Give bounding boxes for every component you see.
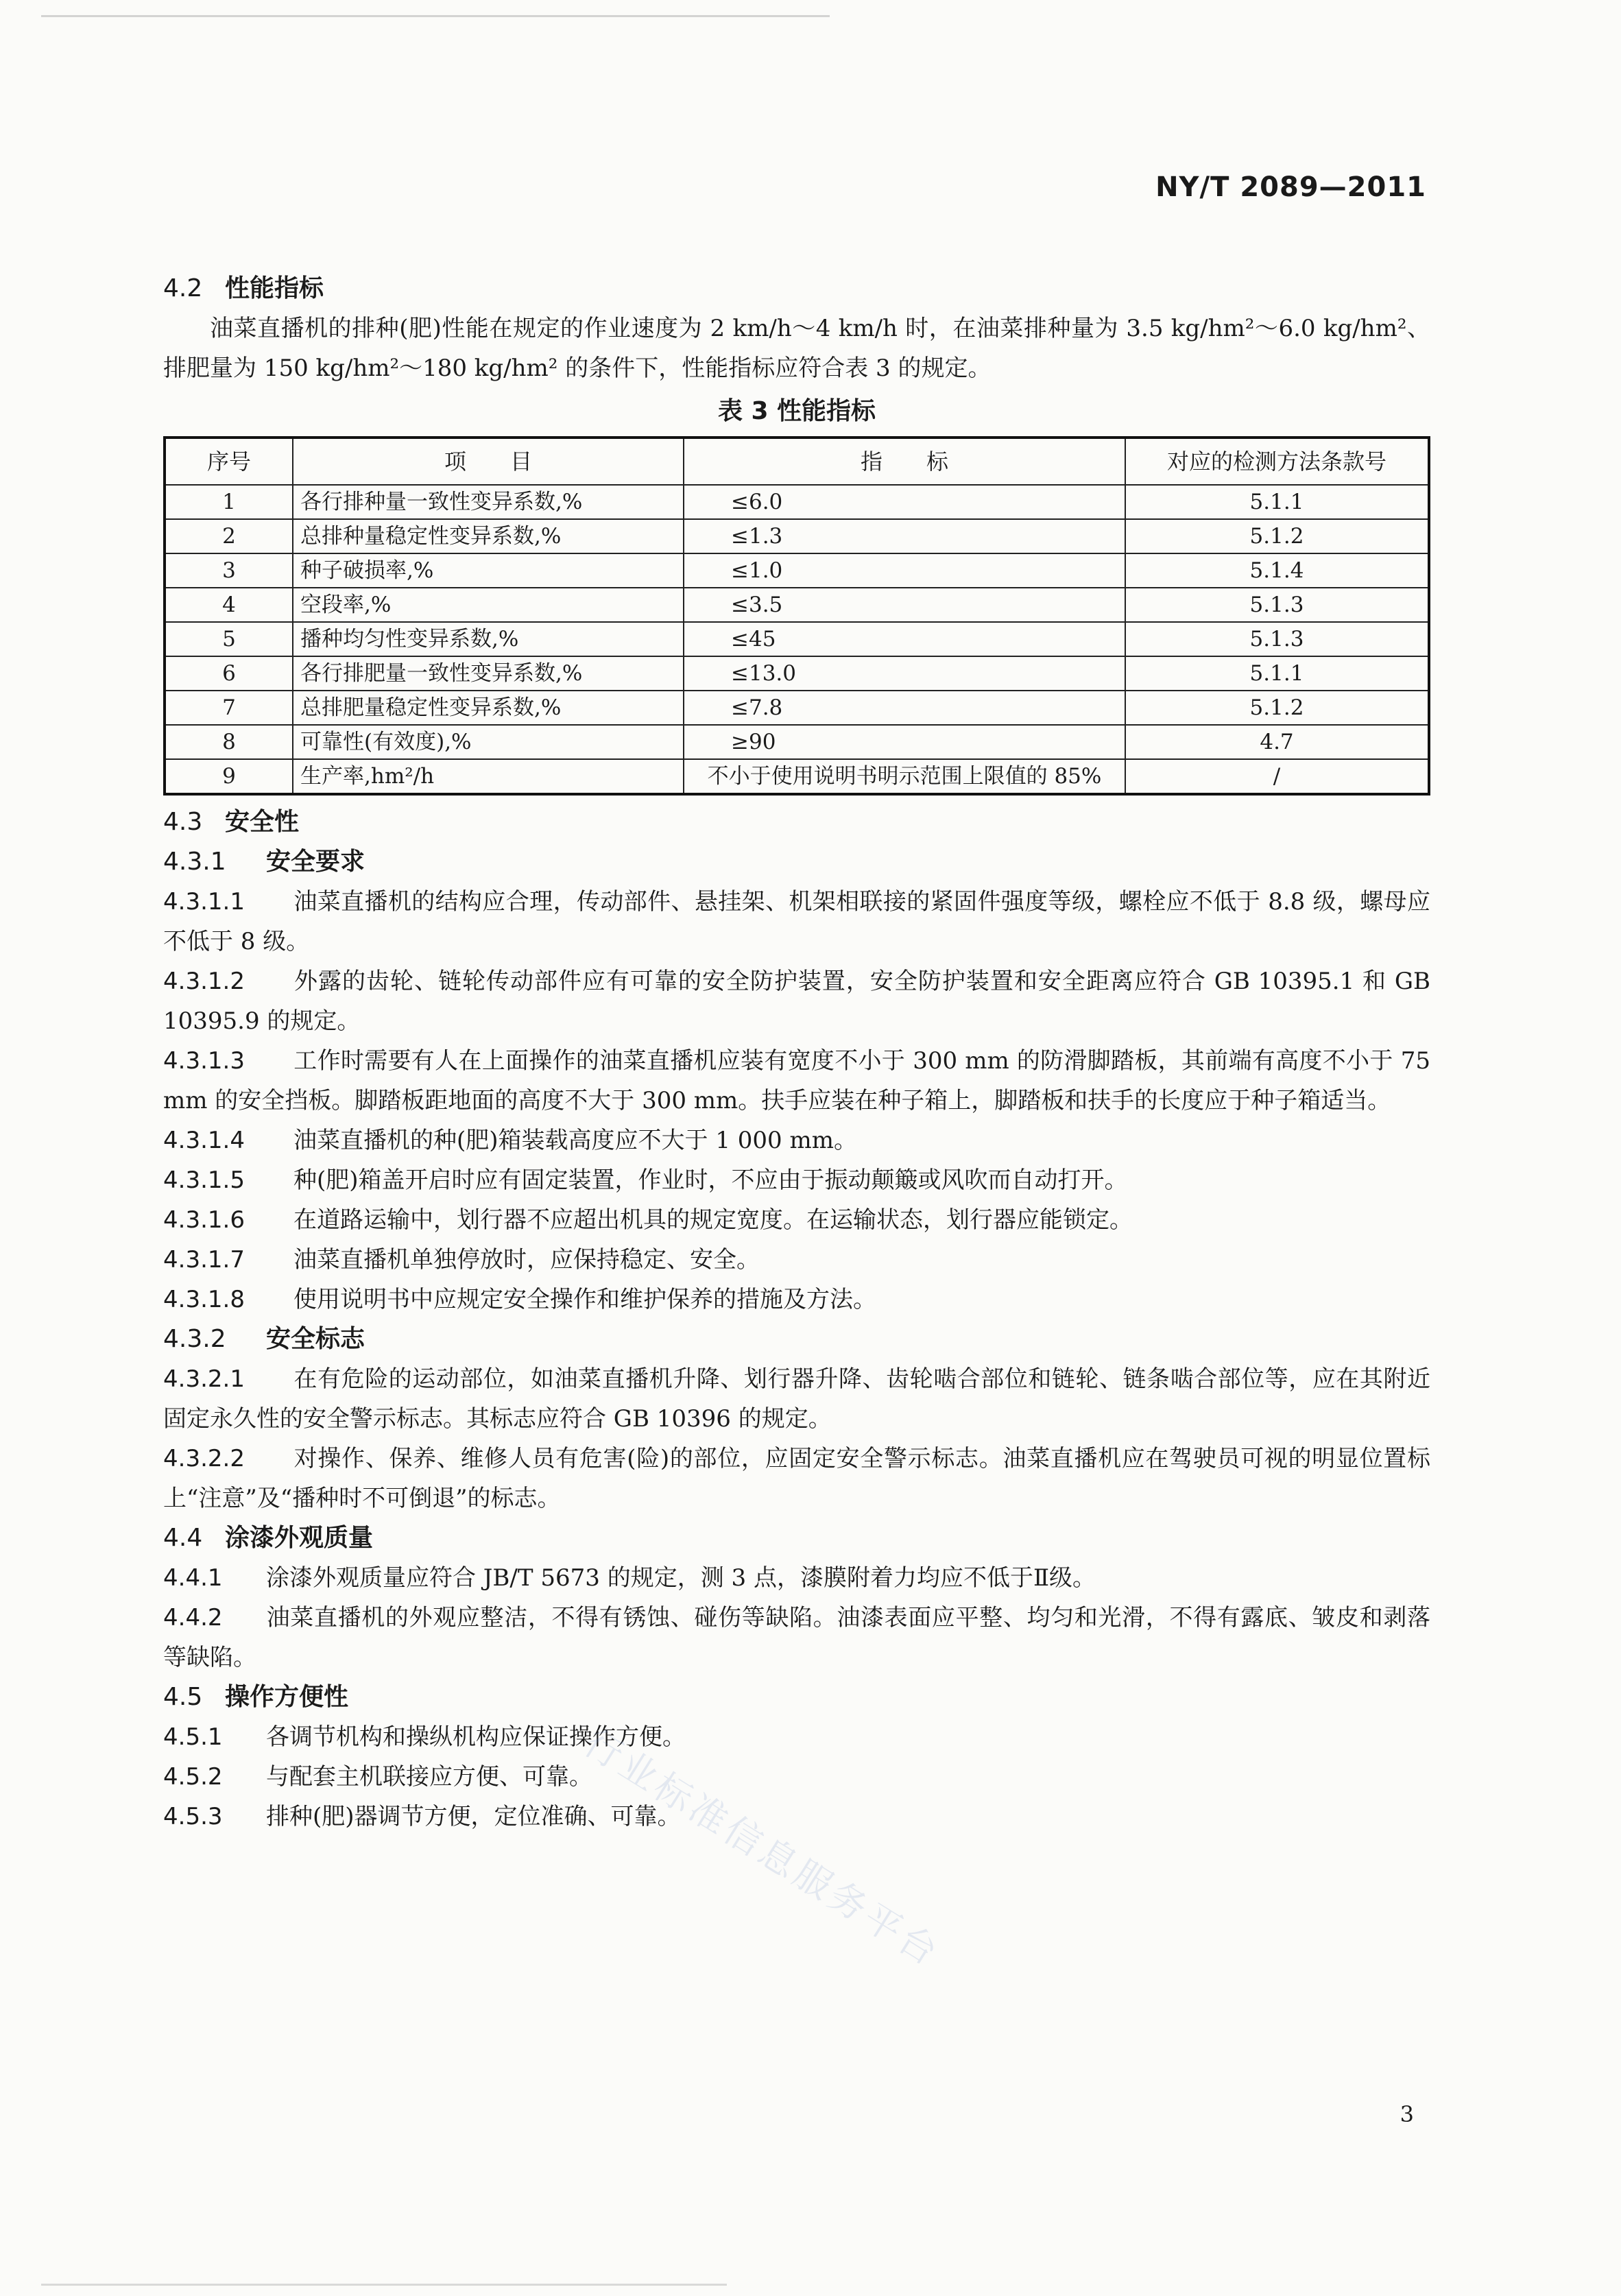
clause-text: 油菜直播机的种(肥)箱装载高度应不大于 1 000 mm。 [293, 1127, 857, 1154]
clause-4-5-3 [163, 1797, 1430, 1837]
row-indicator: ≤3.5 [731, 593, 783, 617]
clause-text: 使用说明书中应规定安全操作和维护保养的措施及方法。 [293, 1286, 876, 1313]
clause-text: 在有危险的运动部位，如油菜直播机升降、划行器升降、齿轮啮合部位和链轮、链条啮合部位等，应在其附近固定永久性的安全警示标志。其标志应符合 GB 10396 的规定。 [163, 1365, 1430, 1433]
clause-text: 涂漆外观质量应符合 JB/T 5673 的规定，测 3 点，漆膜附着力均应不低于Ⅱ级。 [266, 1564, 1096, 1592]
row-indicator: ≤1.3 [731, 524, 783, 549]
clause-number: 4.3.2.1 [163, 1365, 245, 1393]
row-item: 各行排肥量一致性变异系数,% [293, 656, 684, 691]
clause-text: 对操作、保养、维修人员有危害(险)的部位，应固定安全警示标志。油菜直播机应在驾驶员可视的明显位置标上“注意”及“播种时不可倒退”的标志。 [163, 1445, 1430, 1512]
clause-number: 4.3.1.1 [163, 888, 245, 916]
row-indicator: ≤7.8 [731, 695, 783, 720]
row-clause: 5.1.1 [1125, 656, 1429, 691]
section-number: 4.5 [163, 1683, 203, 1711]
row-index: 6 [165, 656, 293, 691]
clause-number: 4.3.1.2 [163, 968, 245, 995]
clause-4-3-2-1 [163, 1359, 1430, 1439]
table-row [165, 553, 1429, 588]
clause-number: 4.4.2 [163, 1604, 223, 1631]
table-row [165, 485, 1429, 519]
clause-text: 工作时需要有人在上面操作的油菜直播机应装有宽度不小于 300 mm 的防滑脚踏板，其前端有高度不小于 75 mm 的安全挡板。脚踏板距地面的高度不大于 300 mm。扶手应装在种子箱上，脚踏板和扶手的长度应于种子箱适当。 [163, 1047, 1430, 1114]
clause-number: 4.3.2.2 [163, 1445, 245, 1472]
row-item: 播种均匀性变异系数,% [293, 622, 684, 656]
row-item: 种子破损率,% [293, 553, 684, 588]
row-clause: 5.1.1 [1125, 485, 1429, 519]
table-row [165, 691, 1429, 725]
section-title: 性能指标 [225, 274, 324, 302]
table-row [165, 622, 1429, 656]
clause-4-3-1-4 [163, 1121, 1430, 1160]
section-title: 安全性 [225, 808, 300, 836]
row-indicator: 不小于使用说明书明示范围上限值的 85% [684, 759, 1125, 794]
table-3-title: 表 3 性能指标 [717, 397, 876, 425]
section-number: 4.4 [163, 1524, 203, 1552]
row-index: 2 [165, 519, 293, 553]
scan-artifact-top [41, 15, 830, 17]
clause-number: 4.5.3 [163, 1803, 223, 1830]
section-4-3-1-heading [163, 842, 1430, 882]
clause-text: 油菜直播机的外观应整洁，不得有锈蚀、碰伤等缺陷。油漆表面应平整、均匀和光滑，不得有露底、皱皮和剥落等缺陷。 [163, 1604, 1430, 1671]
row-index: 8 [165, 725, 293, 759]
table-row [165, 656, 1429, 691]
section-number: 4.3.1 [163, 848, 226, 876]
clause-text: 种(肥)箱盖开启时应有固定装置，作业时，不应由于振动颠簸或风吹而自动打开。 [293, 1167, 1128, 1194]
clause-text: 各调节机构和操纵机构应保证操作方便。 [266, 1723, 686, 1751]
row-indicator: ≤13.0 [731, 661, 796, 686]
clause-number: 4.3.1.6 [163, 1206, 245, 1234]
row-index: 7 [165, 691, 293, 725]
row-index: 4 [165, 588, 293, 622]
row-item: 总排种量稳定性变异系数,% [293, 519, 684, 553]
document-body [163, 269, 1430, 1837]
row-clause: 5.1.2 [1125, 691, 1429, 725]
clause-4-4-1 [163, 1558, 1430, 1598]
section-4-2-heading [163, 269, 1430, 309]
section-title: 安全要求 [266, 848, 365, 876]
performance-table [163, 436, 1430, 796]
row-index: 9 [165, 759, 293, 794]
section-4-3-2-heading [163, 1319, 1430, 1359]
clause-number: 4.3.1.4 [163, 1127, 245, 1154]
clause-4-3-1-6 [163, 1200, 1430, 1240]
row-item: 可靠性(有效度),% [293, 725, 684, 759]
row-indicator: ≤45 [731, 627, 776, 651]
header-clause: 对应的检测方法条款号 [1125, 438, 1429, 485]
row-clause: / [1125, 759, 1429, 794]
table-row [165, 588, 1429, 622]
section-title: 涂漆外观质量 [225, 1524, 374, 1552]
clause-number: 4.3.1.7 [163, 1246, 245, 1273]
clause-4-4-2 [163, 1598, 1430, 1677]
section-number: 4.3.2 [163, 1325, 226, 1353]
clause-text: 油菜直播机单独停放时，应保持稳定、安全。 [293, 1246, 760, 1273]
clause-4-3-1-8 [163, 1280, 1430, 1319]
clause-number: 4.4.1 [163, 1564, 223, 1592]
row-indicator: ≤1.0 [731, 558, 783, 583]
section-title: 安全标志 [266, 1325, 365, 1353]
header-index: 序号 [165, 438, 293, 485]
clause-text: 与配套主机联接应方便、可靠。 [266, 1763, 592, 1791]
section-title: 操作方便性 [225, 1683, 349, 1711]
clause-number: 4.5.1 [163, 1723, 223, 1751]
row-clause: 5.1.3 [1125, 588, 1429, 622]
row-clause: 5.1.3 [1125, 622, 1429, 656]
section-4-4-heading [163, 1518, 1430, 1558]
table-row [165, 759, 1429, 794]
header-item: 项 目 [293, 438, 684, 485]
clause-text: 油菜直播机的结构应合理，传动部件、悬挂架、机架相联接的紧固件强度等级，螺栓应不低于 8.8 级，螺母应不低于 8 级。 [163, 888, 1430, 955]
clause-4-3-2-2 [163, 1439, 1430, 1518]
row-indicator: ≤6.0 [731, 490, 783, 514]
clause-4-5-1 [163, 1717, 1430, 1757]
row-clause: 5.1.4 [1125, 553, 1429, 588]
table-row [165, 725, 1429, 759]
scan-artifact-bottom [41, 2284, 727, 2286]
clause-4-3-1-3 [163, 1041, 1430, 1121]
watermark: 行业标准信息服务平台 [576, 1721, 948, 1976]
clause-4-5-2 [163, 1757, 1430, 1797]
clause-text: 排种(肥)器调节方便，定位准确、可靠。 [266, 1803, 681, 1830]
row-clause: 5.1.2 [1125, 519, 1429, 553]
clause-number: 4.3.1.5 [163, 1167, 245, 1194]
clause-4-3-1-5 [163, 1160, 1430, 1200]
clause-4-3-1-7 [163, 1240, 1430, 1280]
table-header-row [165, 438, 1429, 485]
section-number: 4.3 [163, 808, 203, 836]
section-4-2-intro: 油菜直播机的排种(肥)性能在规定的作业速度为 2 km/h～4 km/h 时，在油菜排种量为 3.5 kg/hm²～6.0 kg/hm²、排肥量为 150 kg/hm²～180 kg/hm² 的条件下，性能指标应符合表 3 的规定。 [163, 315, 1430, 382]
row-index: 1 [165, 485, 293, 519]
clause-text: 在道路运输中，划行器不应超出机具的规定宽度。在运输状态，划行器应能锁定。 [293, 1206, 1133, 1234]
row-item: 总排肥量稳定性变异系数,% [293, 691, 684, 725]
row-index: 5 [165, 622, 293, 656]
clause-4-3-1-1 [163, 882, 1430, 961]
row-item: 空段率,% [293, 588, 684, 622]
section-number: 4.2 [163, 274, 203, 302]
section-4-3-heading [163, 802, 1430, 842]
clause-number: 4.3.1.3 [163, 1047, 245, 1075]
header-indicator: 指 标 [684, 438, 1125, 485]
row-clause: 4.7 [1125, 725, 1429, 759]
clause-text: 外露的齿轮、链轮传动部件应有可靠的安全防护装置，安全防护装置和安全距离应符合 GB 10395.1 和 GB 10395.9 的规定。 [163, 968, 1430, 1035]
row-item: 生产率,hm²/h [293, 759, 684, 794]
standard-number: NY/T 2089—2011 [1155, 171, 1426, 203]
row-item: 各行排种量一致性变异系数,% [293, 485, 684, 519]
clause-number: 4.3.1.8 [163, 1286, 245, 1313]
page-number: 3 [1400, 2101, 1414, 2127]
table-row [165, 519, 1429, 553]
clause-4-3-1-2 [163, 961, 1430, 1041]
row-index: 3 [165, 553, 293, 588]
row-indicator: ≥90 [731, 730, 776, 754]
section-4-5-heading [163, 1677, 1430, 1717]
clause-number: 4.5.2 [163, 1763, 223, 1791]
